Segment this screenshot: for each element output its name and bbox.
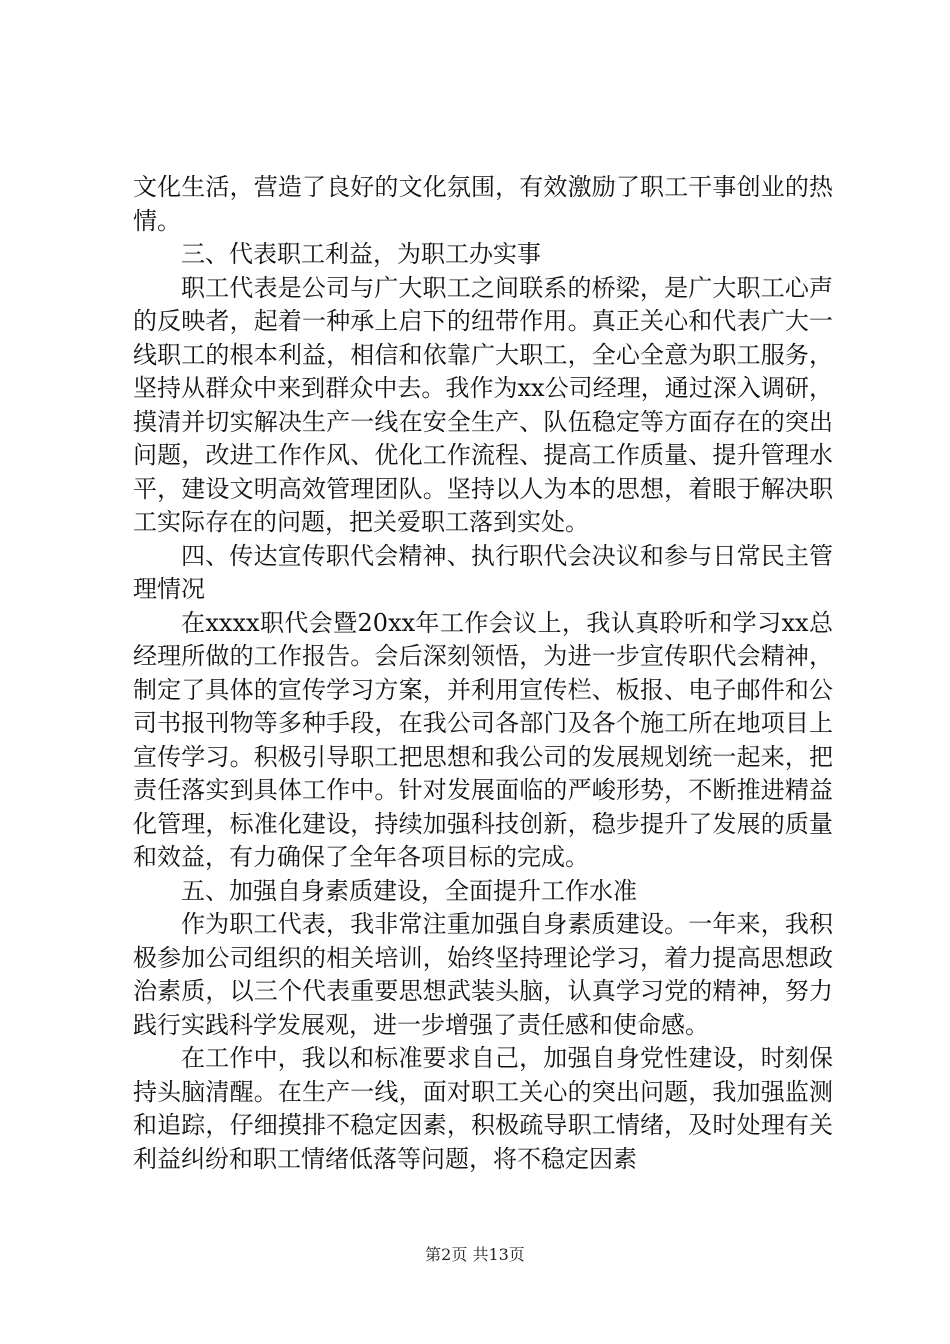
section-heading-3: 三、代表职工利益，为职工办实事 <box>181 240 541 268</box>
document-body <box>133 171 833 1176</box>
paragraph-7: 作为职工代表，我非常注重加强自身素质建设。一年来，我积极参加公司组织的相关培训，始终坚持理论学习，着力提高思想政治素质，以三个代表重要思想武装头脑，认真学习党的精神，努力践行实践科学发展观，进一步增强了责任感和使命感。 <box>133 910 833 1039</box>
paragraph-5: 在xxxx职代会暨20xx年工作会议上，我认真聆听和学习xx总经理所做的工作报告。会后深刻领悟，为进一步宣传职代会精神，制定了具体的宣传学习方案，并利用宣传栏、板报、电子邮件和公司书报刊物等多种手段，在我公司各部门及各个施工所在地项目上宣传学习。积极引导职工把思想和我公司的发展规划统一起来，把责任落实到具体工作中。针对发展面临的严峻形势，不断推进精益化管理，标准化建设，持续加强科技创新，稳步提升了发展的质量和效益，有力确保了全年各项目标的完成。 <box>133 608 833 871</box>
paragraph-3: 职工代表是公司与广大职工之间联系的桥梁，是广大职工心声的反映者，起着一种承上启下的纽带作用。真正关心和代表广大一线职工的根本利益，相信和依靠广大职工，全心全意为职工服务，坚持从群众中来到群众中去。我作为xx公司经理，通过深入调研，摸清并切实解决生产一线在安全生产、队伍稳定等方面存在的突出问题，改进工作作风、优化工作流程、提高工作质量、提升管理水平，建设文明高效管理团队。坚持以人为本的思想，着眼于解决职工实际存在的问题，把关爱职工落到实处。 <box>133 273 833 536</box>
section-heading-4: 四、传达宣传职代会精神、执行职代会决议和参与日常民主管理情况 <box>133 541 833 603</box>
page-number-footer: 第2页 共13页 <box>425 1245 525 1264</box>
paragraph-1: 文化生活，营造了良好的文化氛围，有效激励了职工干事创业的热情。 <box>133 173 833 235</box>
paragraph-8: 在工作中，我以和标准要求自己，加强自身党性建设，时刻保持头脑清醒。在生产一线，面对职工关心的突出问题，我加强监测和追踪，仔细摸排不稳定因素，积极疏导职工情绪，及时处理有关利益纠纷和职工情绪低落等问题，将不稳定因素 <box>133 1044 833 1173</box>
section-heading-5: 五、加强自身素质建设，全面提升工作水准 <box>181 876 637 905</box>
